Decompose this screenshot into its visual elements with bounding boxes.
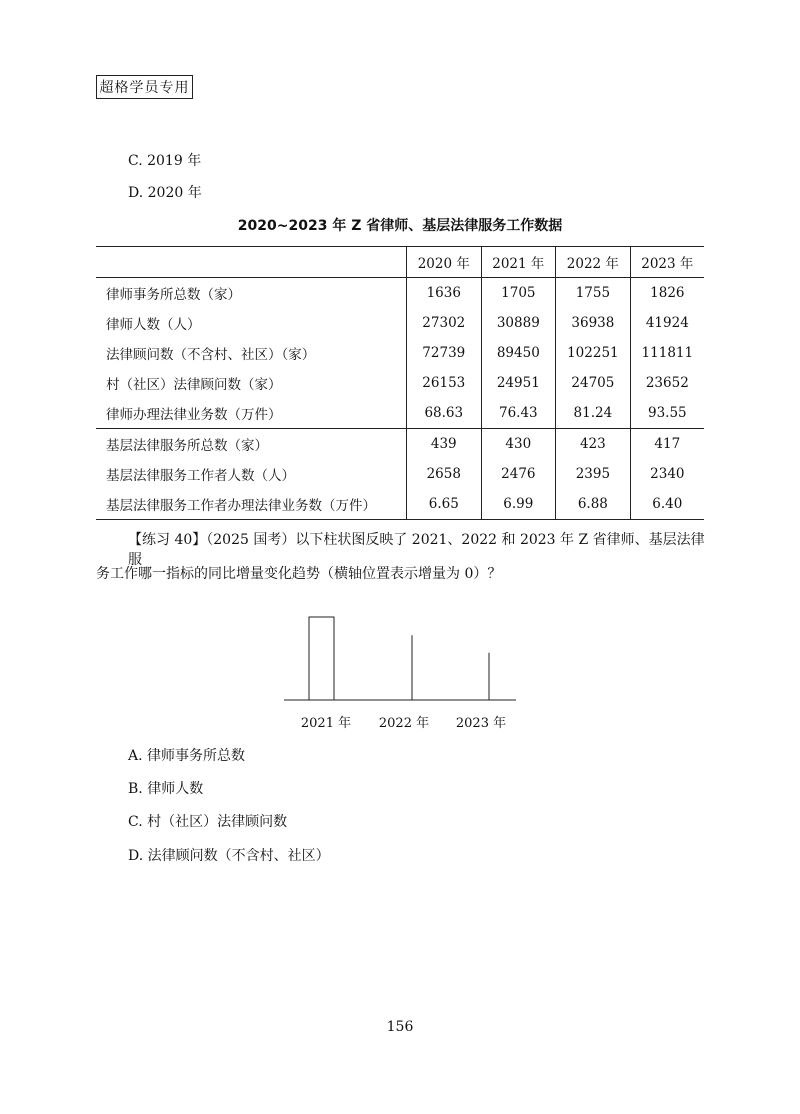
table-cell: 36938 [556, 308, 631, 338]
table-cell: 102251 [556, 338, 631, 368]
table-cell: 24705 [556, 368, 631, 398]
prev-option-c: C. 2019 年 [128, 153, 202, 169]
table-row [96, 338, 704, 368]
table-cell: 1705 [481, 278, 556, 309]
row-label: 基层法律服务工作者人数（人） [106, 468, 295, 484]
table-header-row [96, 247, 704, 278]
page-number: 156 [386, 1019, 414, 1035]
data-table [96, 246, 704, 520]
table-cell: 76.43 [481, 398, 556, 429]
row-label: 律师事务所总数（家） [106, 287, 241, 303]
row-label: 基层法律服务工作者办理法律业务数（万件） [96, 489, 407, 520]
question-line-2: 务工作哪一指标的同比增量变化趋势（横轴位置表示增量为 0）？ [96, 566, 502, 582]
category-label-2022: 2022 年 [378, 716, 430, 731]
table-row [96, 368, 704, 398]
bar-2021 [309, 617, 334, 700]
table-row [96, 308, 704, 338]
table-cell: 68.63 [407, 398, 482, 429]
prev-option-d: D. 2020 年 [128, 185, 202, 201]
table-cell: 417 [630, 429, 704, 460]
table-cell: 430 [481, 429, 556, 460]
year-header: 2020 年 [407, 247, 482, 278]
table-cell: 6.40 [630, 489, 704, 520]
member-badge: 超格学员专用 [96, 75, 193, 99]
table-cell: 111811 [630, 338, 704, 368]
table-cell: 72739 [407, 338, 482, 368]
row-label: 村（社区）法律顾问数（家） [106, 377, 282, 393]
table-cell: 439 [407, 429, 482, 460]
table-cell: 41924 [630, 308, 704, 338]
row-label: 基层法律服务所总数（家） [96, 429, 407, 460]
bar-chart [270, 605, 530, 735]
question-line-1: 【练习 40】（2025 国考）以下柱状图反映了 2021、2022 和 2023 年 Z 省律师、基层法律服 [128, 532, 705, 568]
table-cell: 6.88 [556, 489, 631, 520]
table-cell: 81.24 [556, 398, 631, 429]
table-cell: 24951 [481, 368, 556, 398]
option-c[interactable]: C. 村（社区）法律顾问数 [128, 814, 288, 830]
table-cell: 30889 [481, 308, 556, 338]
year-header: 2022 年 [556, 247, 631, 278]
table-row [96, 429, 704, 460]
table-cell: 93.55 [630, 398, 704, 429]
table-cell: 2658 [407, 459, 482, 489]
category-label-2021: 2021 年 [300, 716, 352, 731]
table-cell: 2395 [556, 459, 631, 489]
table-cell: 1755 [556, 278, 631, 309]
option-b[interactable]: B. 律师人数 [128, 781, 204, 797]
row-label: 律师办理法律业务数（万件） [106, 407, 282, 423]
row-label: 法律顾问数（不含村、社区）（家） [106, 347, 316, 363]
table-cell: 1636 [407, 278, 482, 309]
table-row [96, 459, 704, 489]
table-row [96, 278, 704, 309]
table-cell: 26153 [407, 368, 482, 398]
table-title: 2020~2023 年 Z 省律师、基层法律服务工作数据 [237, 218, 563, 234]
table-row [96, 489, 704, 520]
table-cell: 89450 [481, 338, 556, 368]
row-label: 律师人数（人） [106, 317, 201, 333]
table-row [96, 398, 704, 429]
table-cell: 6.99 [481, 489, 556, 520]
table-corner-cell [96, 247, 407, 278]
category-label-2023: 2023 年 [455, 716, 507, 731]
table-cell: 6.65 [407, 489, 482, 520]
year-header: 2021 年 [481, 247, 556, 278]
year-header: 2023 年 [630, 247, 704, 278]
table-cell: 2340 [630, 459, 704, 489]
table-cell: 23652 [630, 368, 704, 398]
option-d[interactable]: D. 法律顾问数（不含村、社区） [128, 848, 330, 864]
table-cell: 27302 [407, 308, 482, 338]
option-a[interactable]: A. 律师事务所总数 [128, 748, 246, 764]
table-cell: 423 [556, 429, 631, 460]
table-cell: 2476 [481, 459, 556, 489]
table-cell: 1826 [630, 278, 704, 309]
